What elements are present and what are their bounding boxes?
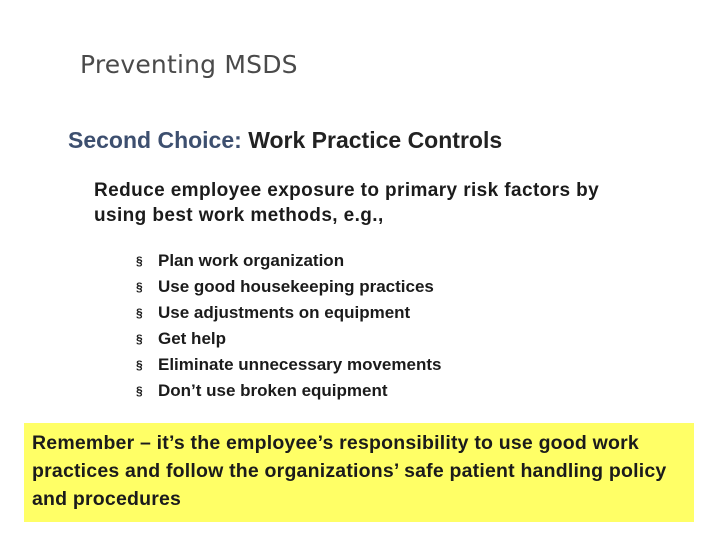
list-item	[136, 248, 441, 274]
list-item-text: Use adjustments on equipment	[158, 303, 411, 322]
bullet-marker-icon: §	[136, 254, 143, 268]
list-item-text: Get help	[158, 329, 227, 348]
bullet-list	[136, 248, 441, 404]
list-item-text: Don’t use broken equipment	[158, 381, 388, 400]
subtitle-rest: Work Practice Controls	[241, 127, 503, 153]
list-item	[136, 274, 441, 300]
subtitle-accent: Second Choice:	[68, 127, 242, 153]
list-item	[136, 300, 441, 326]
bullet-marker-icon: §	[136, 306, 143, 320]
slide-subtitle	[68, 127, 502, 154]
bullet-marker-icon: §	[136, 332, 143, 346]
bullet-marker-icon: §	[136, 280, 143, 294]
list-item	[136, 326, 441, 352]
reminder-text: Remember – it’s the employee’s responsibility to use good work practices and follow the organizations’ safe patient handling policy and procedures	[32, 432, 667, 510]
intro-text: Reduce employee exposure to primary risk factors by using best work methods, e.g.,	[94, 180, 600, 226]
list-item-text: Use good housekeeping practices	[158, 277, 434, 296]
list-item	[136, 378, 441, 404]
slide-title: Preventing MSDS	[80, 50, 298, 79]
list-item-text: Plan work organization	[158, 251, 345, 270]
list-item	[136, 352, 441, 378]
list-item-text: Eliminate unnecessary movements	[158, 355, 442, 374]
reminder-callout	[24, 423, 694, 522]
bullet-marker-icon: §	[136, 384, 143, 398]
bullet-marker-icon: §	[136, 358, 143, 372]
